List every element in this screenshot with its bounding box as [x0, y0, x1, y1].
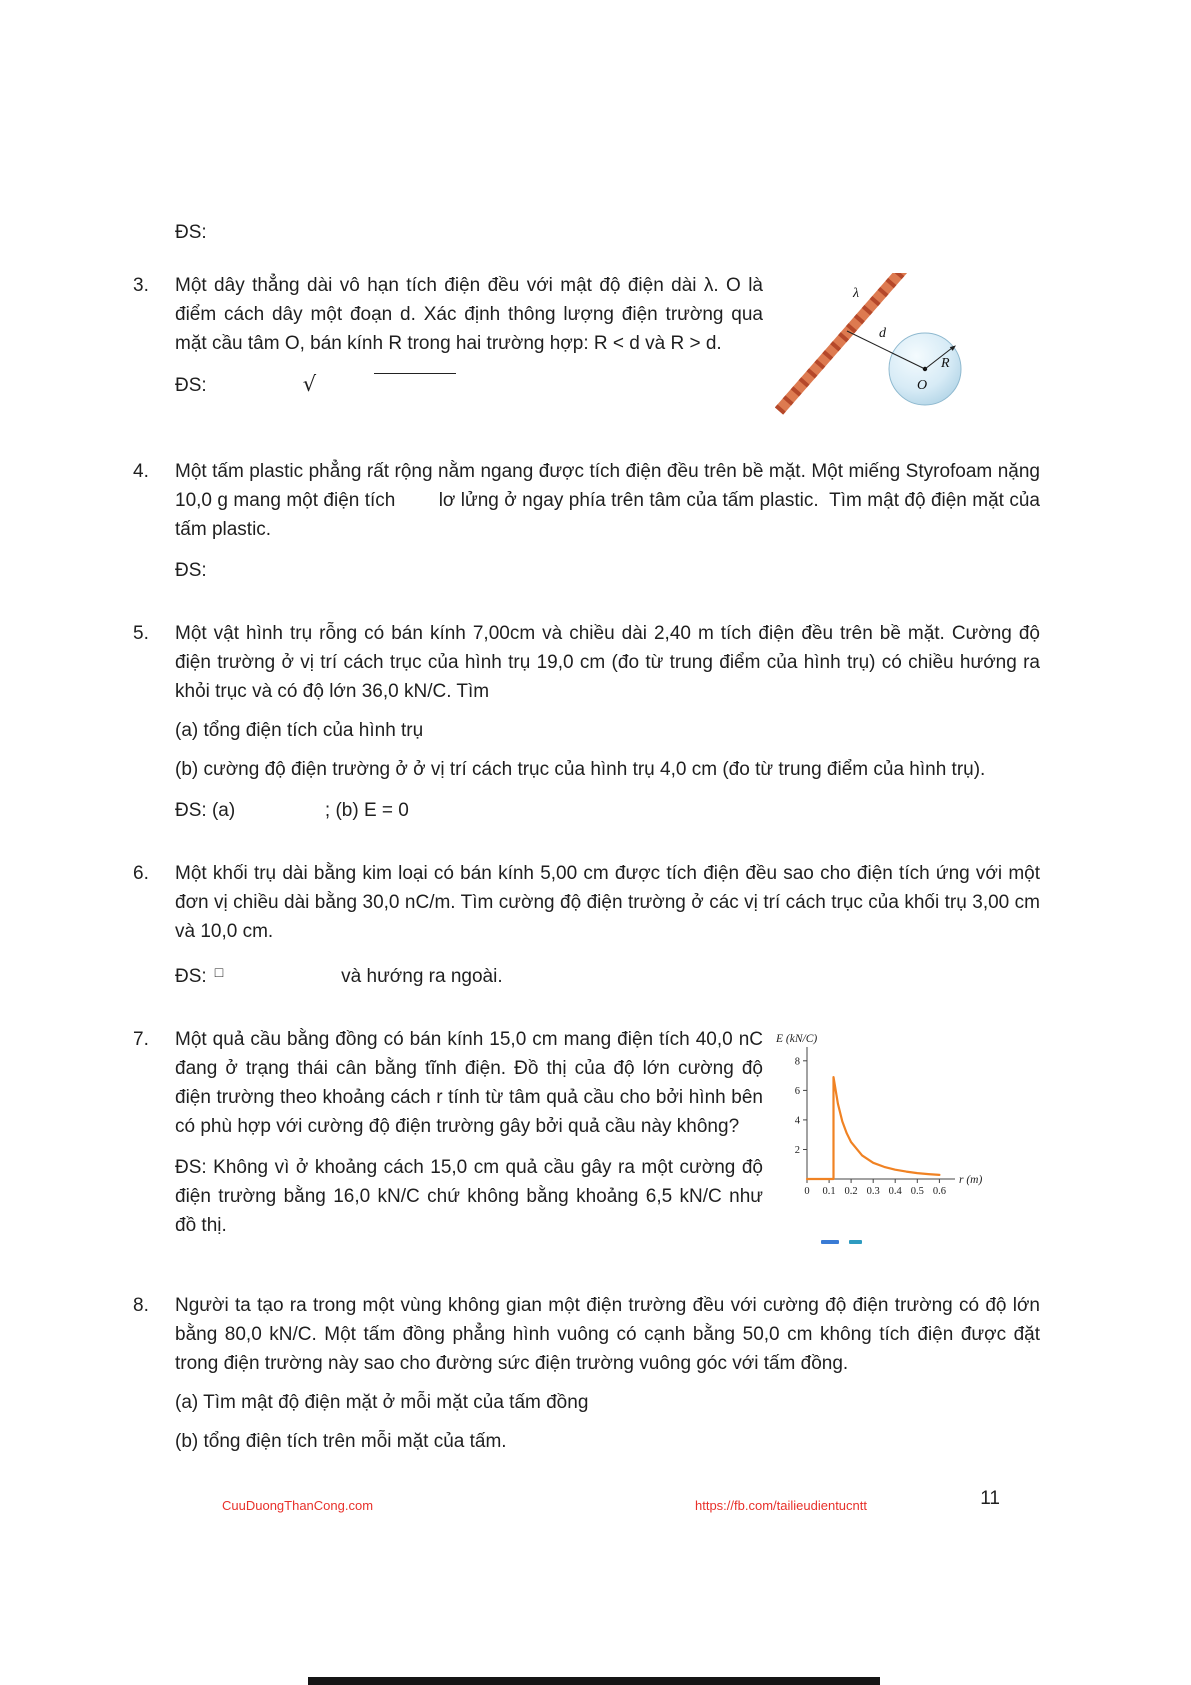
caption-marks: [821, 1224, 988, 1253]
problem-5: [133, 619, 1046, 825]
problem-3-text: Một dây thẳng dài vô hạn tích điện đều với mật độ điện dài λ. O là điểm cách dây một đoạn d. Xác định thông lượng điện trường qua mặt cầu tâm O, bán kính R trong hai trường hợp: R < d và R > d.: [175, 275, 769, 354]
svg-text:0.1: 0.1: [822, 1186, 836, 1197]
problem-7-text: Một quả cầu bằng đồng có bán kính 15,0 cm mang điện tích 40,0 nC đang ở trạng thái cân bằng tĩnh điện. Đồ thị của độ lớn cường độ điện trường theo khoảng cách r tính từ tâm quả cầu cho bởi hình bên có phù hợp với cường độ điện trường gây bởi quả cầu này không?: [175, 1029, 769, 1137]
problem-7-number: 7.: [133, 1029, 149, 1050]
problem-8-number: 8.: [133, 1295, 149, 1316]
svg-text:0.4: 0.4: [888, 1186, 902, 1197]
problem-5-text: Một vật hình trụ rỗng có bán kính 7,00cm và chiều dài 2,40 m tích điện đều trên bề mặt. Cường độ điện trường ở vị trí cách trục của hình trụ 19,0 cm (đo từ trung điểm của hình trụ) có chiều hướng ra khỏi trục và có độ lớn 36,0 kN/C. Tìm: [175, 623, 1046, 702]
e-vs-r-figure: [773, 1027, 988, 1253]
problem-3-body: [175, 271, 1040, 423]
label-lambda: λ: [853, 286, 860, 301]
problem-6-number: 6.: [133, 863, 149, 884]
chart-ylabel: E (kN/C): [776, 1033, 818, 1045]
problem-5-answer: ĐS: (a) ; (b) E = 0: [175, 800, 409, 821]
problem-7-answer: ĐS: Không vì ở khoảng cách 15,0 cm quả cầu gây ra một cường độ điện trường bằng 16,0 kN/C chứ không bằng khoảng 6,5 kN/C như đồ thị.: [175, 1157, 769, 1236]
problem-4: [133, 457, 1046, 585]
svg-text:8: 8: [794, 1056, 800, 1068]
svg-text:0.6: 0.6: [932, 1186, 946, 1197]
problem-3-number: 3.: [133, 275, 149, 296]
svg-text:0.2: 0.2: [844, 1186, 858, 1197]
radical-sign: √: [302, 372, 317, 396]
problem-5-body: [175, 619, 1046, 825]
problem-7-body: [175, 1025, 1040, 1257]
page-number: 11: [980, 1488, 1000, 1509]
efield-curve: [807, 1077, 939, 1179]
svg-text:2: 2: [794, 1145, 800, 1156]
problem-5-number: 5.: [133, 623, 149, 644]
svg-text:0: 0: [804, 1186, 810, 1197]
problem-4-text: Một tấm plastic phẳng rất rộng nằm ngang được tích điện đều trên bề mặt. Một miếng Styrofoam nặng 10,0 g mang một điện tích lơ lửng ở ngay phía trên tâm của tấm plastic. Tìm mật độ điện mặt của tấm plastic.: [175, 461, 1046, 540]
e-vs-r-chart: [773, 1027, 988, 1209]
blank-overline: [374, 373, 456, 391]
chart-xlabel: r (m): [959, 1174, 983, 1186]
problem-4-body: [175, 457, 1046, 585]
answer-label: ĐS:: [175, 966, 207, 987]
answer-rest: và hướng ra ngoài.: [341, 966, 503, 987]
line-charge-sphere-figure: [775, 273, 980, 415]
charged-line-rope: [779, 273, 905, 411]
problem-7: [133, 1025, 1040, 1257]
problem-8: [133, 1291, 1046, 1456]
blank-box: □: [214, 964, 224, 980]
problem-5-item-a: (a) tổng điện tích của hình trụ: [175, 720, 424, 741]
problem-5-item-b: (b) cường độ điện trường ở ở vị trí cách trục của hình trụ 4,0 cm (đo từ trung điểm của hình trụ).: [175, 759, 986, 780]
problem-4-number: 4.: [133, 461, 149, 482]
svg-text:4: 4: [794, 1115, 800, 1127]
label-R: R: [941, 356, 950, 371]
answer-label-previous-problem: ĐS:: [175, 222, 207, 243]
problem-6-answer: [175, 958, 1040, 991]
y-tick-labels: [795, 1056, 801, 1156]
problem-3: [133, 271, 1040, 423]
problem-8-item-a: (a) Tìm mật độ điện mặt ở mỗi mặt của tấm đồng: [175, 1392, 589, 1413]
svg-text:6: 6: [794, 1085, 800, 1097]
watermark-link[interactable]: CuuDuongThanCong.com: [222, 1498, 374, 1513]
problem-6-body: [175, 859, 1046, 991]
label-d: d: [879, 326, 886, 341]
svg-text:0.3: 0.3: [866, 1186, 880, 1197]
problem-8-text: Người ta tạo ra trong một vùng không gian một điện trường đều với cường độ điện trường có độ lớn bằng 80,0 kN/C. Một tấm đồng phẳng hình vuông có cạnh bằng 50,0 cm không tích điện được đặt trong điện trường này sao cho đường sức điện trường vuông góc với tấm đồng.: [175, 1295, 1046, 1374]
label-O: O: [917, 378, 928, 393]
y-ticks: [803, 1061, 807, 1150]
answer-label: ĐS:: [175, 375, 207, 396]
svg-text:0.5: 0.5: [910, 1186, 924, 1197]
x-tick-labels: [804, 1186, 946, 1197]
problem-6: [133, 859, 1046, 991]
problem-8-body: [175, 1291, 1046, 1456]
problem-6-text: Một khối trụ dài bằng kim loại có bán kính 5,00 cm được tích điện đều sao cho điện tích ứng với một đơn vị chiều dài bằng 30,0 nC/m. Tìm cường độ điện trường ở các vị trí cách trục của khối trụ 3,00 cm và 10,0 cm.: [175, 863, 1046, 942]
problem-8-item-b: (b) tổng điện tích trên mỗi mặt của tấm.: [175, 1431, 507, 1452]
facebook-link[interactable]: https://fb.com/tailieudientucntt: [695, 1498, 867, 1513]
problem-4-answer: ĐS:: [175, 560, 207, 581]
bottom-bar: [308, 1677, 880, 1685]
page-content: [133, 206, 1046, 1513]
